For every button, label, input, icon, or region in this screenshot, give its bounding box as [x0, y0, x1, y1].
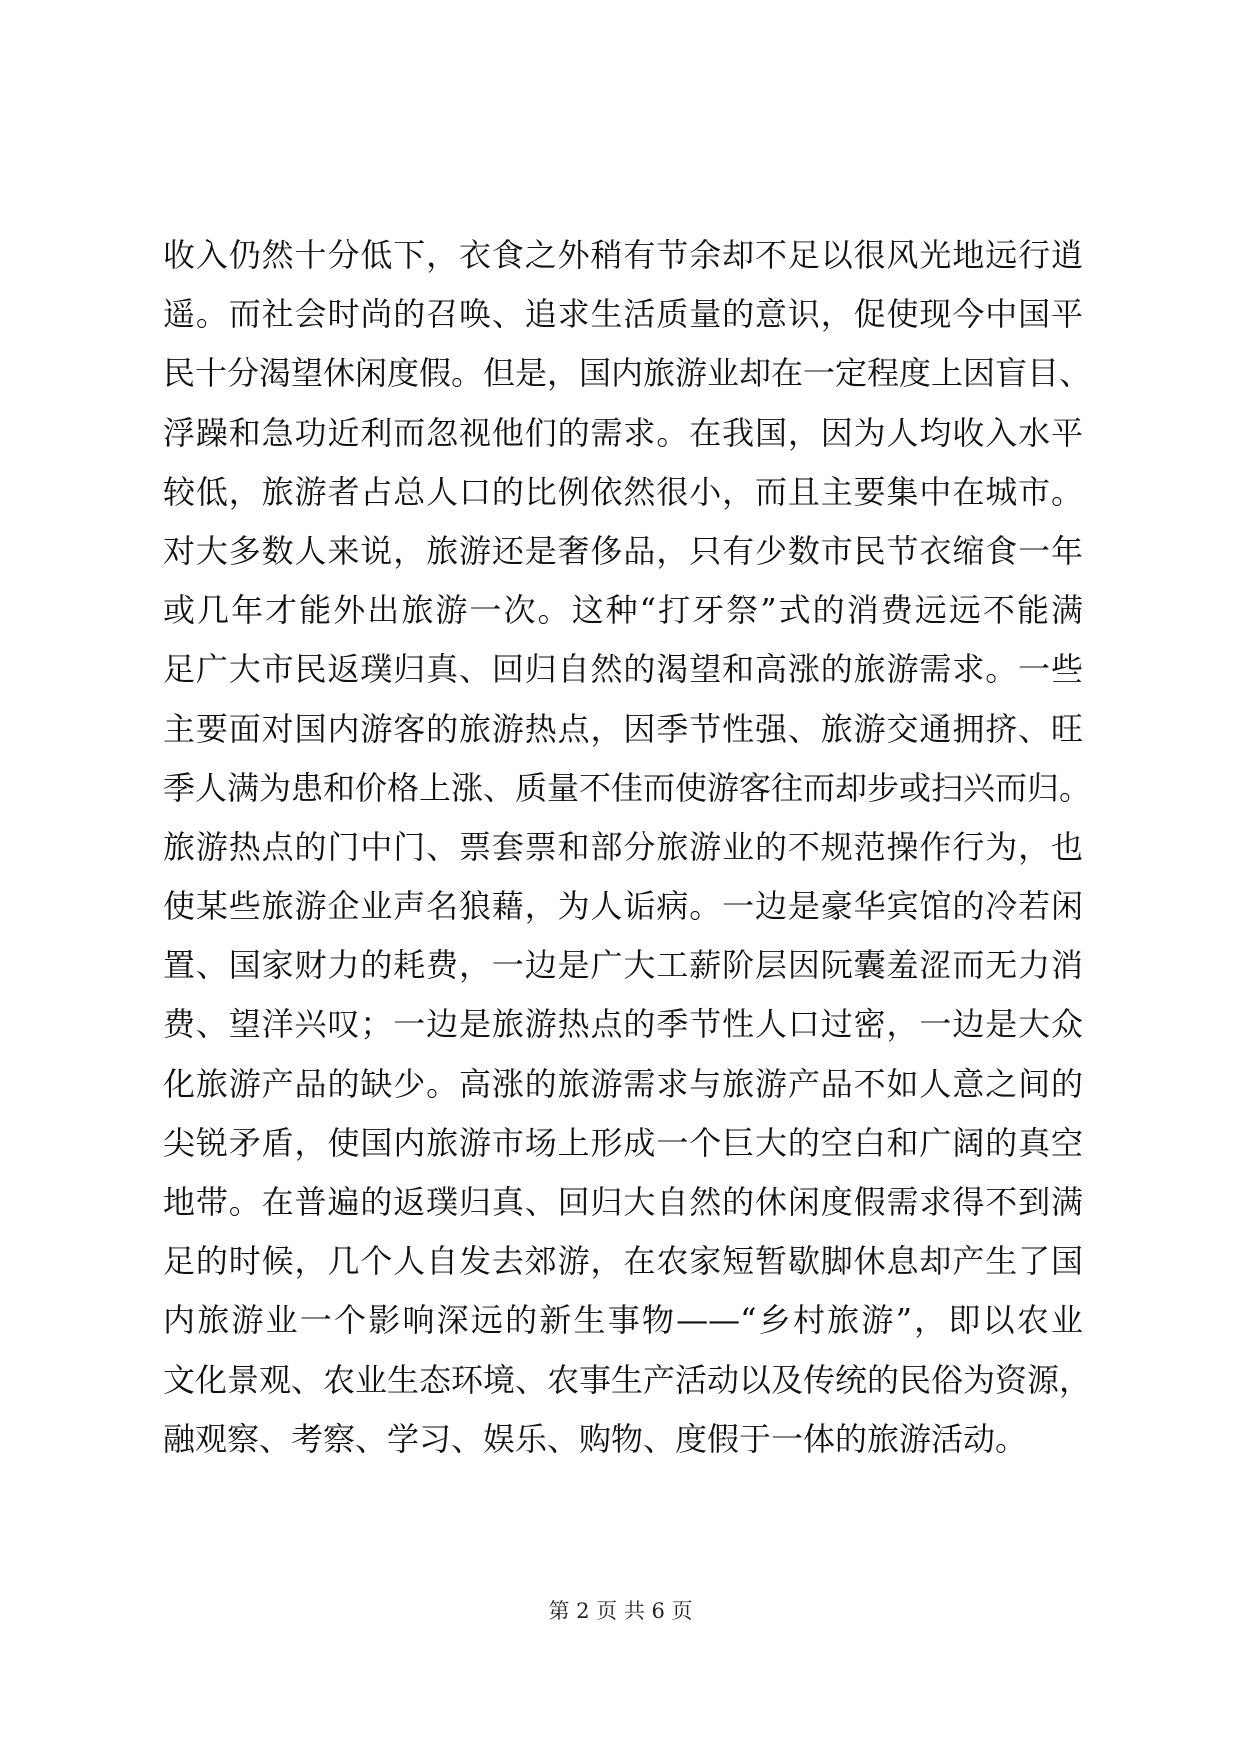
text-line: 置、国家财力的耗费，一边是广大工薪阶层因阮囊羞涩而无力消 [163, 946, 1083, 985]
text-line: 民十分渴望休闲度假。但是，国内旅游业却在一定程度上因盲目、 [163, 354, 1092, 393]
text-line: 使某些旅游企业声名狼藉，为人诟病。一边是豪华宾馆的冷若闲 [163, 887, 1083, 926]
text-line: 季人满为患和价格上涨、质量不佳而使游客往而却步或扫兴而归。 [163, 768, 1092, 807]
text-line: 融观察、考察、学习、娱乐、购物、度假于一体的旅游活动。 [163, 1419, 1028, 1458]
text-line: 旅游热点的门中门、票套票和部分旅游业的不规范操作行为，也 [163, 827, 1083, 866]
text-line: 对大多数人来说，旅游还是奢侈品，只有少数市民节衣缩食一年 [163, 531, 1083, 570]
text-line: 主要面对国内游客的旅游热点，因季节性强、旅游交通拥挤、旺 [163, 709, 1083, 748]
text-line: 收入仍然十分低下，衣食之外稍有节余却不足以很风光地远行逍 [163, 236, 1083, 274]
page-number-footer: 第 2 页 共 6 页 [548, 1599, 693, 1623]
text-line: 或几年才能外出旅游一次。这种“打牙祭”式的消费远远不能满 [163, 591, 1083, 630]
text-line: 遥。而社会时尚的召唤、追求生活质量的意识，促使现今中国平 [163, 295, 1083, 334]
text-line: 化旅游产品的缺少。高涨的旅游需求与旅游产品不如人意之间的 [163, 1064, 1083, 1103]
text-line: 足广大市民返璞归真、回归自然的渴望和高涨的旅游需求。一些 [163, 650, 1083, 689]
text-line: 浮躁和急功近利而忽视他们的需求。在我国，因为人均收入水平 [163, 413, 1083, 452]
text-line: 文化景观、农业生态环境、农事生产活动以及传统的民俗为资源， [163, 1360, 1092, 1399]
text-line: 费、望洋兴叹；一边是旅游热点的季节性人口过密，一边是大众 [163, 1005, 1083, 1044]
text-line: 较低，旅游者占总人口的比例依然很小，而且主要集中在城市。 [163, 472, 1083, 511]
text-line: 地带。在普遍的返璞归真、回归大自然的休闲度假需求得不到满 [163, 1183, 1083, 1221]
text-line: 内旅游业一个影响深远的新生事物——“乡村旅游”，即以农业 [163, 1301, 1083, 1340]
text-line: 尖锐矛盾，使国内旅游市场上形成一个巨大的空白和广阔的真空 [163, 1123, 1083, 1162]
text-line: 足的时候，几个人自发去郊游，在农家短暂歇脚休息却产生了国 [163, 1242, 1083, 1281]
body-paragraph [163, 226, 1092, 1469]
